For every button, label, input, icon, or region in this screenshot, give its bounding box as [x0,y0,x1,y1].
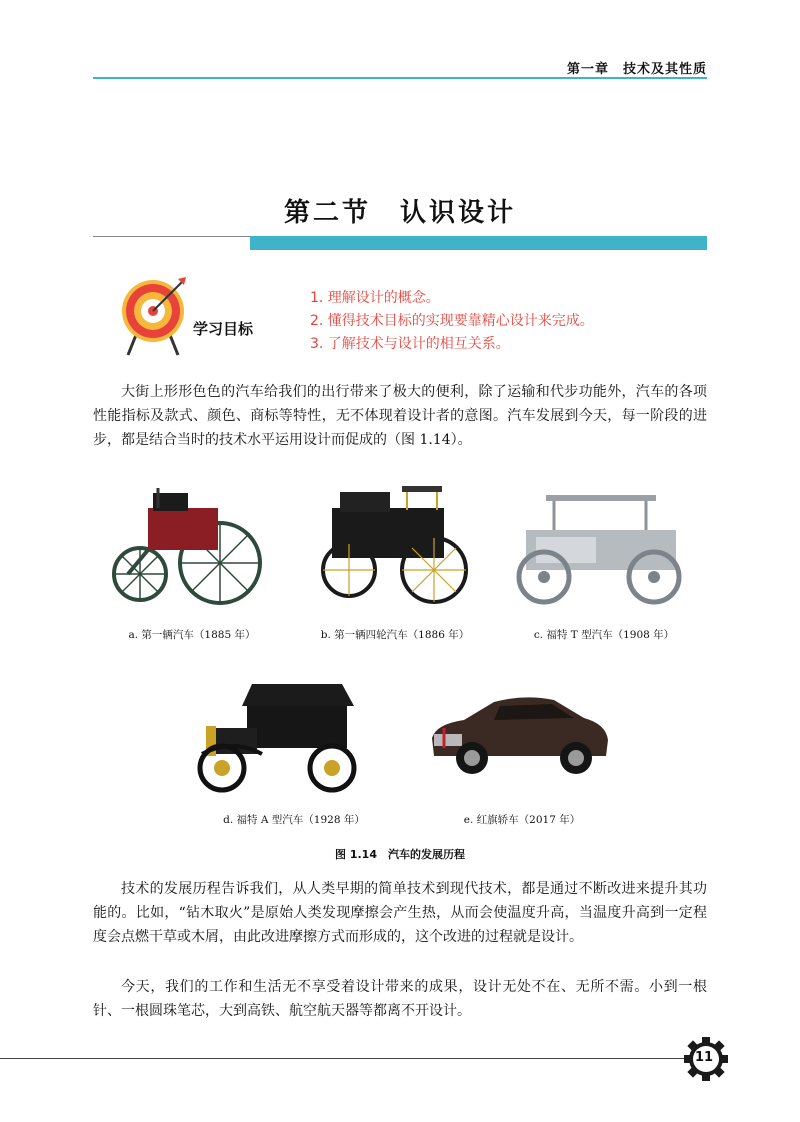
page-number: 11 [694,1050,714,1065]
section-title: 第二节 认识设计 [283,198,516,228]
objectives-label: 学习目标 [193,320,254,338]
caption-a: a. 第一辆汽车（1885 年） [128,629,256,641]
objective-item: 3. 了解技术与设计的相互关系。 [310,336,510,352]
paragraph-history: 技术的发展历程告诉我们，从人类早期的简单技术到现代技术，都是通过不断改进来提升其功能的。比如，“钻木取火”是原始人类发现摩擦会产生热，从而会使温度升高，当温度升高到一定程度会点燃干草或木屑，由此改进摩擦方式而形成的，这个改进的过程就是设计。 [93,881,707,945]
car-image-2017 [424,688,614,780]
car-image-1928 [192,676,364,798]
objective-item: 2. 懂得技术目标的实现要靠精心设计来完成。 [310,313,594,329]
paragraph-intro: 大街上形形色色的汽车给我们的出行带来了极大的便利，除了运输和代步功能外，汽车的各项性能指标及款式、颜色、商标等特性，无不体现着设计者的意图。汽车发展到今天，每一阶段的进步，都是结合当时的技术水平运用设计而促成的（图 1.14）。 [93,384,707,448]
header-rule [93,77,707,79]
target-arrow-icon [120,275,192,357]
title-underline [93,236,250,237]
car-image-1885 [108,478,270,608]
caption-c: c. 福特 T 型汽车（1908 年） [533,629,675,641]
objectives-list [310,287,594,356]
caption-d: d. 福特 A 型汽车（1928 年） [223,814,365,826]
paragraph-today: 今天，我们的工作和生活无不享受着设计带来的成果，设计无处不在、无所不需。小到一根针、一根圆珠笔芯，大到高铁、航空航天器等都离不开设计。 [93,979,707,1019]
caption-b: b. 第一辆四轮汽车（1886 年） [320,629,470,641]
caption-e: e. 红旗轿车（2017 年） [463,814,581,826]
footer-rule [0,1058,690,1059]
car-image-1908 [506,485,692,607]
figure-caption: 图 1.14 汽车的发展历程 [335,848,465,861]
car-image-1886 [312,480,472,610]
title-accent-bar [250,236,707,250]
running-header: 第一章 技术及其性质 [566,62,707,77]
objective-item: 1. 理解设计的概念。 [310,290,440,306]
